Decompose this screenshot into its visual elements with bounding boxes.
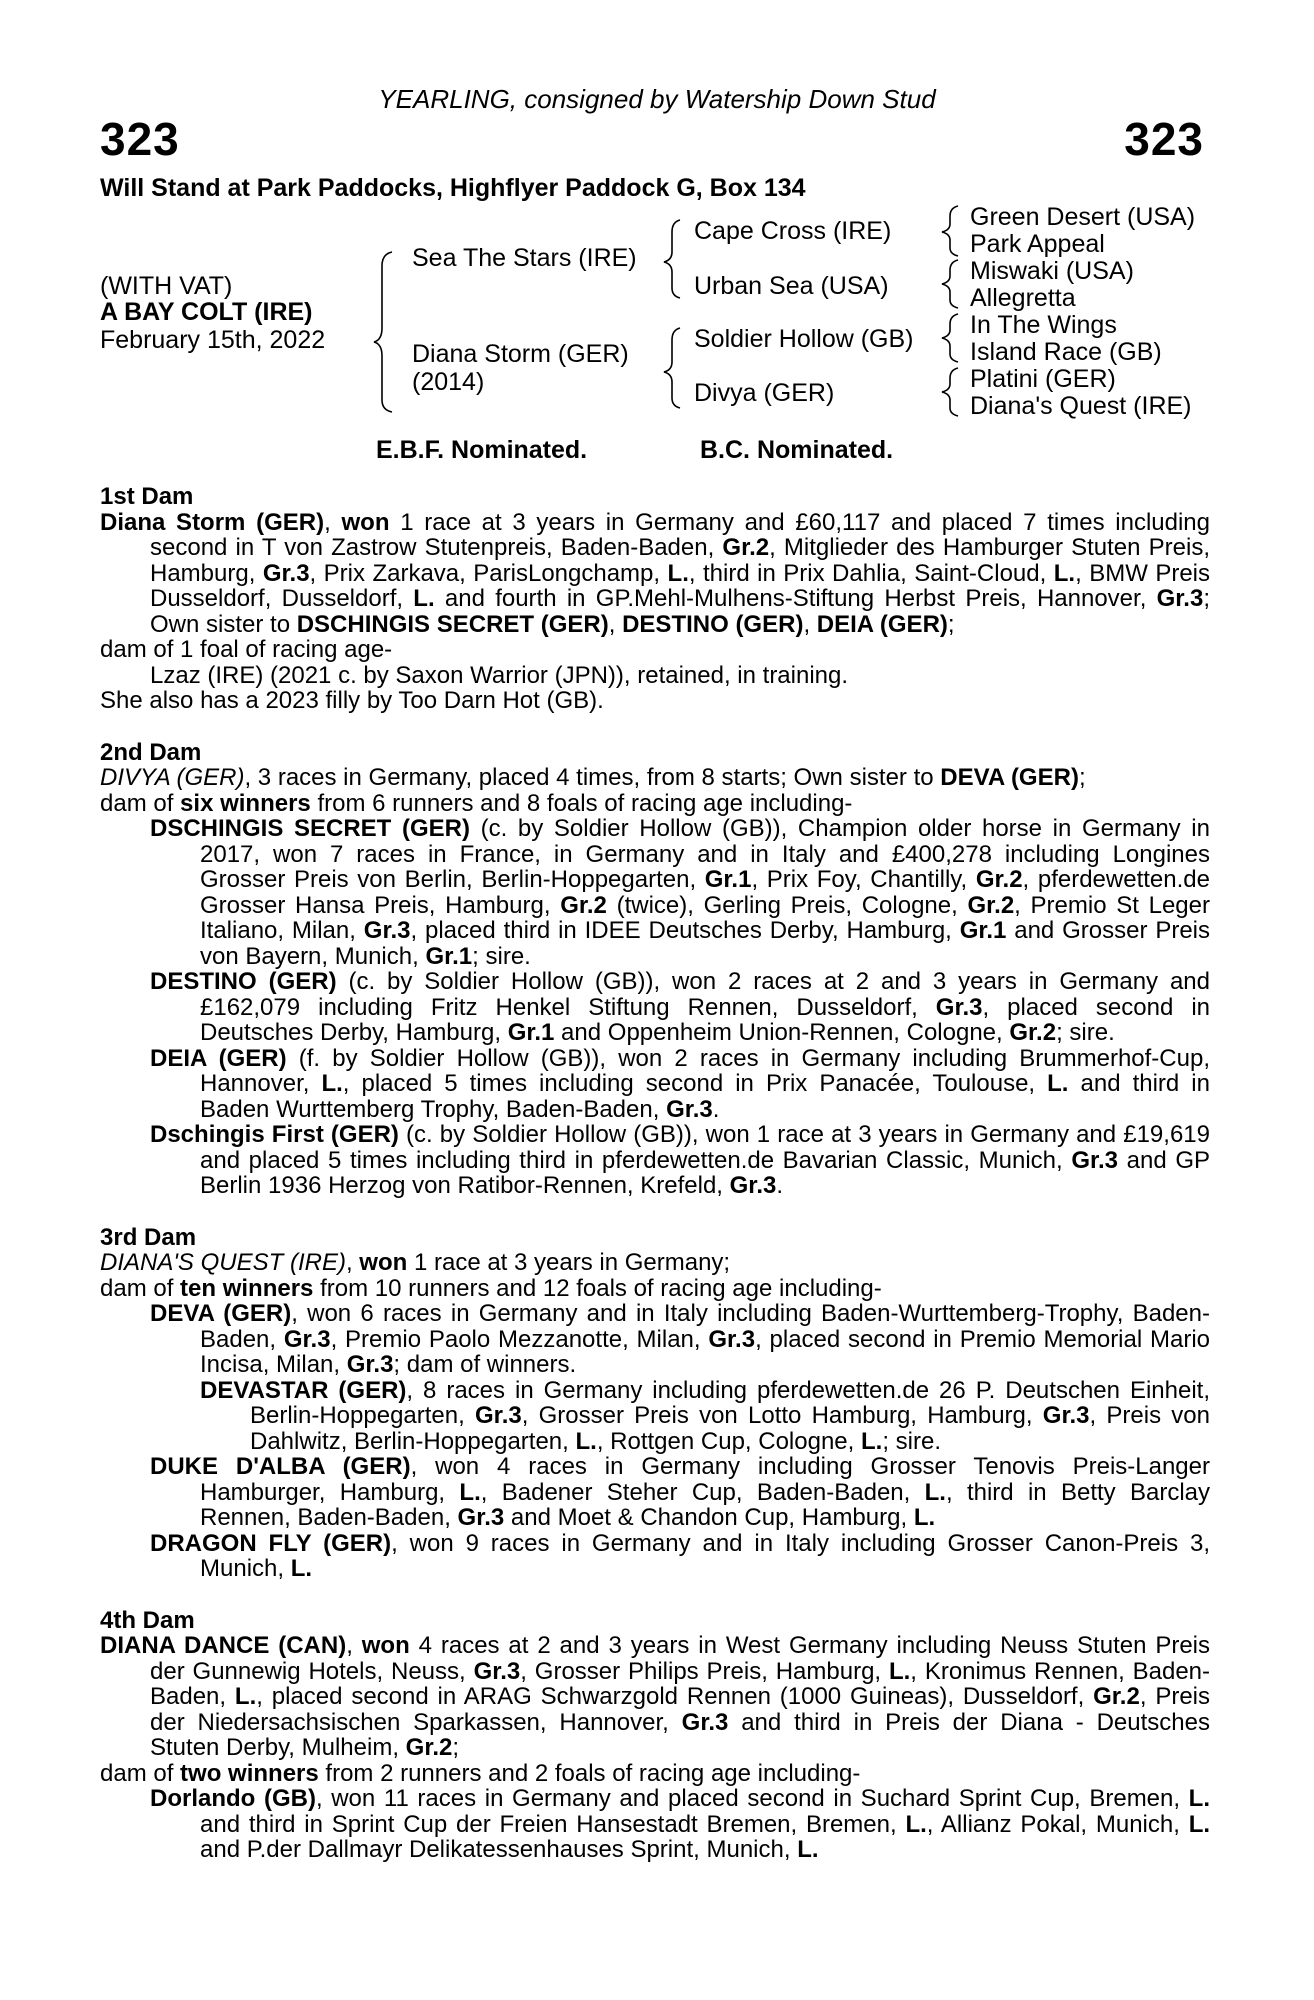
dam-dam: Divya (GER): [694, 379, 835, 407]
dam: Diana Storm (GER): [412, 340, 629, 368]
ebf-nominated: E.B.F. Nominated.: [376, 436, 588, 464]
text: (c. by Soldier Hollow (GB)), won 1 race at 3 years in Germany and £19,619 and placed 5 times including third in pferdewetten.de Bavarian Classic, Munich,: [200, 1121, 1210, 1174]
progeny-devastar: [100, 1378, 1210, 1455]
text: ; dam of winners.: [393, 1351, 577, 1378]
text: and third in Baden Wurttemberg Trophy, Baden-Baden,: [200, 1070, 1210, 1123]
text: , won 4 races in Germany including Grosser Tenovis Preis-Langer Hamburger, Hamburg,: [200, 1453, 1210, 1506]
grade: Gr.3: [475, 1402, 522, 1429]
grade: Gr.3: [457, 1504, 505, 1531]
dam4-name: DIANA DANCE (CAN): [100, 1632, 347, 1659]
text: , Premio St Leger Italiano, Milan,: [200, 891, 1210, 944]
text: , placed second in ARAG Schwarzgold Rennen (1000 Guineas), Dusseldorf,: [256, 1683, 1094, 1710]
text: , Kronimus Rennen, Baden-Baden,: [150, 1657, 1211, 1710]
text: and Grosser Preis von Bayern, Munich,: [200, 917, 1210, 970]
grade: Gr.3: [473, 1657, 521, 1685]
grade: Gr.1: [507, 1019, 555, 1046]
text: , Preis der Niedersachsischen Sparkassen, Hannover,: [150, 1683, 1211, 1736]
grade: Gr.3: [1042, 1402, 1090, 1429]
consignor-line: YEARLING, consigned by Watership Down Stud: [378, 84, 936, 114]
dam-sire: Soldier Hollow (GB): [694, 325, 914, 353]
dam4-record: [100, 1633, 1210, 1761]
text: , Grosser Philips Preis, Hamburg,: [520, 1657, 889, 1685]
gg-3: Miswaki (USA): [970, 257, 1134, 285]
progeny-name: DSCHINGIS SECRET (GER): [150, 815, 470, 842]
progeny-name: DRAGON FLY (GER): [150, 1529, 392, 1557]
dam4-won: won: [361, 1632, 410, 1659]
grade: L.: [797, 1836, 819, 1863]
gg-2: Park Appeal: [970, 230, 1105, 258]
grade: Gr.1: [704, 866, 752, 893]
text: from 2 runners and 2 foals of racing age including-: [318, 1759, 861, 1787]
grade: Gr.3: [1156, 585, 1204, 612]
progeny-dorlando: [100, 1786, 1210, 1863]
grade: L.: [924, 1478, 946, 1506]
dam1-also: She also has a 2023 filly by Too Darn Hot (GB).: [100, 687, 604, 714]
text: 4 races at 2 and 3 years in West Germany including Neuss Stuten Preis der Gunnewig Hotels, Neuss,: [150, 1632, 1211, 1685]
grade: L.: [321, 1070, 343, 1097]
grade: L.: [1188, 1810, 1211, 1838]
dam1-text: , BMW Preis Dusseldorf, Dusseldorf,: [150, 559, 1211, 612]
text: .: [776, 1172, 784, 1199]
separator: ,: [803, 610, 817, 638]
brace-urban-sea: [942, 260, 958, 308]
text: , placed second in Premio Memorial Mario Incisa, Milan,: [200, 1325, 1210, 1378]
grade: L.: [459, 1478, 481, 1506]
dam1-heading: 1st Dam: [100, 483, 194, 510]
text: , Badener Steher Cup, Baden-Baden,: [480, 1478, 925, 1506]
grade: L.: [1188, 1785, 1210, 1812]
text: 1 race at 3 years in Germany;: [407, 1249, 731, 1276]
dam1-name: Diana Storm (GER): [100, 508, 325, 536]
dam1-text: , Mitglieder des Hamburger Stuten Preis, Hamburg,: [150, 534, 1210, 587]
lot-number-right: 323: [1124, 113, 1204, 165]
separator: ,: [345, 1249, 360, 1276]
text: ;: [452, 1734, 460, 1761]
dam1-text: 1 race at 3 years in Germany and £60,117 and placed 7 times including second in T von Zastrow Stutenpreis, Baden-Baden,: [150, 508, 1211, 561]
text: (f. by Soldier Hollow (GB)), won 2 races in Germany including Brummerhof-Cup, Hannover,: [200, 1044, 1210, 1097]
grade: Gr.3: [283, 1325, 331, 1353]
brace-soldier-hollow: [942, 314, 958, 362]
text: , Rottgen Cup, Cologne,: [596, 1427, 861, 1455]
text: and Oppenheim Union-Rennen, Cologne,: [554, 1019, 1010, 1046]
text: dam of: [100, 1759, 181, 1787]
dam1-dam-of: dam of 1 foal of racing age-: [100, 636, 393, 663]
text: ; sire.: [472, 942, 531, 970]
sibling-name: DEVA (GER): [940, 764, 1079, 791]
text: ; sire.: [882, 1427, 942, 1455]
stand-location: Will Stand at Park Paddocks, Highflyer Paddock G, Box 134: [100, 174, 806, 202]
bc-nominated: B.C. Nominated.: [700, 436, 894, 464]
text: from 6 runners and 8 foals of racing age including-: [310, 789, 853, 817]
grade: Gr.3: [363, 917, 411, 944]
grade: L.: [413, 585, 435, 612]
winners-count: six winners: [180, 789, 311, 817]
grade: Gr.2: [1009, 1019, 1057, 1046]
grade: L.: [290, 1555, 313, 1582]
dam3-dam-of: [100, 1276, 1210, 1302]
main-brace: [374, 252, 392, 412]
text: and P.der Dallmayr Delikatessenhauses Sprint, Munich,: [200, 1836, 798, 1863]
text: , third in Betty Barclay Rennen, Baden-Baden,: [200, 1478, 1211, 1531]
progeny-name: DEVASTAR (GER): [200, 1376, 407, 1404]
dam1-record: Diana Storm (GER), won 1 race at 3 years in Germany and £60,117 and placed 7 times including second in T von Zastrow Stutenpreis, Baden-Baden, Gr.2, Mitglieder des Hamburger Stuten Preis, Hamburg, Gr.3, Prix Zarkava, ParisLongchamp, L., third in Prix Dahlia, Saint-Cloud, L., BMW Preis Dusseldorf, Dusseldorf, L. and fourth in GP.Mehl-Mulhens-Stiftung Herbst Preis, Hannover, Gr.3; Own sister to DSCHINGIS SECRET (GER), DESTINO (GER), DEIA (GER);: [100, 508, 1211, 638]
text: , 8 races in Germany including pferdewetten.de 26 P. Deutschen Einheit, Berlin-Hoppegarten,: [250, 1376, 1211, 1429]
dam2-text: ;: [1078, 764, 1086, 791]
dam1-foal: Lzaz (IRE) (2021 c. by Saxon Warrior (JPN)), retained, in training.: [150, 661, 849, 689]
progeny-name: DESTINO (GER): [150, 968, 337, 995]
dam1-text: , third in Prix Dahlia, Saint-Cloud,: [688, 559, 1054, 587]
text: , placed 5 times including second in Prix Panacée, Toulouse,: [342, 1070, 1048, 1097]
dam1-text: ; Own sister to: [150, 585, 1210, 638]
progeny-dragon-fly: [100, 1531, 1210, 1582]
grade: Gr.2: [722, 534, 770, 561]
text: , won 6 races in Germany and in Italy including Baden-Wurttemberg-Trophy, Baden-Baden,: [200, 1300, 1210, 1353]
gg-7: Platini (GER): [970, 365, 1116, 393]
text: , won 11 races in Germany and placed second in Suchard Sprint Cup, Bremen,: [315, 1785, 1189, 1812]
dam1-text: , Prix Zarkava, ParisLongchamp,: [309, 559, 668, 587]
text: , placed third in IDEE Deutsches Derby, Hamburg,: [410, 917, 960, 944]
grade: L.: [913, 1504, 936, 1531]
dam2-heading: 2nd Dam: [100, 738, 202, 766]
sire-sire: Cape Cross (IRE): [694, 217, 892, 245]
separator: ,: [608, 610, 623, 638]
text: and third in Preis der Diana - Deutsches Stuten Derby, Mulheim,: [150, 1708, 1210, 1761]
text: dam of: [100, 789, 181, 817]
gg-6: Island Race (GB): [970, 338, 1162, 366]
dam3-won: won: [359, 1249, 408, 1276]
sibling-name: DESTINO (GER): [622, 610, 804, 638]
text: , Allianz Pokal, Munich,: [926, 1810, 1189, 1838]
vat-note: (WITH VAT): [100, 272, 233, 300]
gg-4: Allegretta: [970, 284, 1076, 312]
grade: L.: [667, 559, 689, 587]
sire-brace: [664, 220, 680, 298]
sire-dam: Urban Sea (USA): [694, 272, 889, 300]
progeny-dschingis-first: [100, 1122, 1210, 1199]
grade: L.: [888, 1657, 911, 1685]
grade: Gr.1: [959, 917, 1007, 944]
foaling-date: February 15th, 2022: [100, 326, 326, 354]
horse-name: A BAY COLT (IRE): [100, 298, 313, 326]
text: , placed second in Deutsches Derby, Hamburg,: [200, 993, 1210, 1046]
sibling-name: DSCHINGIS SECRET (GER): [296, 610, 609, 638]
text: and third in Sprint Cup der Freien Hansestadt Bremen, Bremen,: [200, 1810, 906, 1838]
lot-number-left: 323: [100, 113, 180, 165]
gg-5: In The Wings: [970, 311, 1117, 339]
progeny-name: DEIA (GER): [150, 1044, 287, 1072]
grade: Gr.3: [708, 1325, 756, 1353]
text: (c. by Soldier Hollow (GB)), Champion older horse in Germany in 2017, won 7 races in France, in Germany and in Italy and £400,278 including Longines Grosser Preis von Berlin, Berlin-Hoppegarten,: [200, 815, 1210, 893]
winners-count: ten winners: [180, 1274, 314, 1302]
dam3-heading: 3rd Dam: [100, 1223, 197, 1251]
text: , Prix Foy, Chantilly,: [751, 866, 976, 893]
brace-divya: [942, 368, 958, 416]
text: , Preis von Dahlwitz, Berlin-Hoppegarten,: [250, 1402, 1210, 1455]
dam2-text: , 3 races in Germany, placed 4 times, from 8 starts; Own sister to: [244, 764, 941, 791]
text: , pferdewetten.de Grosser Hansa Preis, Hamburg,: [200, 866, 1210, 919]
text: (c. by Soldier Hollow (GB)), won 2 races at 2 and 3 years in Germany and £162,079 including Fritz Henkel Stiftung Rennen, Dusseldorf,: [200, 968, 1210, 1021]
progeny-deva: [100, 1301, 1210, 1378]
grade: Gr.3: [666, 1095, 713, 1123]
dam3-name: DIANA'S QUEST (IRE): [100, 1249, 346, 1276]
grade: L.: [234, 1683, 257, 1710]
grade: Gr.2: [967, 891, 1015, 919]
grade: Gr.2: [1093, 1683, 1140, 1710]
dam2-name: DIVYA (GER): [100, 764, 245, 791]
progeny-deia: [100, 1046, 1210, 1123]
text: and Moet & Chandon Cup, Hamburg,: [504, 1504, 914, 1531]
text: .: [712, 1095, 720, 1123]
progeny-name: DUKE D'ALBA (GER): [150, 1453, 411, 1480]
grade: L.: [1047, 1070, 1069, 1097]
gg-1: Green Desert (USA): [970, 203, 1196, 231]
dam1-text: ;: [947, 610, 955, 638]
text: , Premio Paolo Mezzanotte, Milan,: [330, 1325, 709, 1353]
grade: Gr.2: [405, 1734, 453, 1761]
dam3-record: [100, 1250, 1210, 1276]
text: , won 9 races in Germany and in Italy including Grosser Canon-Preis 3, Munich,: [200, 1529, 1210, 1582]
winners-count: two winners: [180, 1759, 319, 1787]
grade: Gr.3: [729, 1172, 777, 1199]
dam-year: (2014): [412, 368, 485, 396]
sire: Sea The Stars (IRE): [412, 244, 637, 272]
sibling-name: DEIA (GER): [816, 610, 948, 638]
grade: L.: [1053, 559, 1076, 587]
brace-cape-cross: [942, 206, 958, 256]
progeny-duke-dalba: [100, 1454, 1210, 1531]
grade: L.: [905, 1810, 927, 1838]
grade: L.: [575, 1427, 597, 1455]
dam1-text: and fourth in GP.Mehl-Mulhens-Stiftung Herbst Preis, Hannover,: [434, 585, 1157, 612]
grade: L.: [861, 1427, 883, 1455]
dam2-record: [100, 765, 1210, 791]
grade: Gr.3: [346, 1351, 394, 1378]
grade: Gr.3: [935, 993, 983, 1021]
grade: Gr.2: [975, 866, 1023, 893]
dam4-dam-of: [100, 1761, 1210, 1787]
gg-8: Diana's Quest (IRE): [970, 392, 1192, 420]
progeny-name: DEVA (GER): [150, 1300, 292, 1327]
dam1-won: won: [341, 508, 390, 536]
dam2-dam-of: [100, 791, 1210, 817]
separator: ,: [346, 1632, 362, 1659]
text: , Grosser Preis von Lotto Hamburg, Hamburg,: [521, 1402, 1043, 1429]
produce-record: [100, 484, 1210, 1863]
grade: Gr.3: [262, 559, 310, 587]
grade: Gr.1: [425, 942, 473, 970]
progeny-name: Dorlando (GB): [150, 1785, 316, 1812]
text: from 10 runners and 12 foals of racing age including-: [313, 1274, 882, 1302]
dam-brace: [664, 328, 680, 408]
grade: Gr.3: [681, 1708, 729, 1736]
dam4-heading: 4th Dam: [100, 1606, 195, 1634]
text: ; sire.: [1056, 1019, 1115, 1046]
text: and GP Berlin 1936 Herzog von Ratibor-Rennen, Krefeld,: [200, 1146, 1210, 1199]
grade: Gr.3: [1071, 1146, 1119, 1174]
text: (twice), Gerling Preis, Cologne,: [606, 891, 968, 919]
progeny-dschingis-secret: [100, 816, 1210, 969]
progeny-destino: [100, 969, 1210, 1046]
text: dam of: [100, 1274, 181, 1302]
progeny-name: Dschingis First (GER): [150, 1121, 399, 1148]
grade: Gr.2: [560, 891, 607, 919]
